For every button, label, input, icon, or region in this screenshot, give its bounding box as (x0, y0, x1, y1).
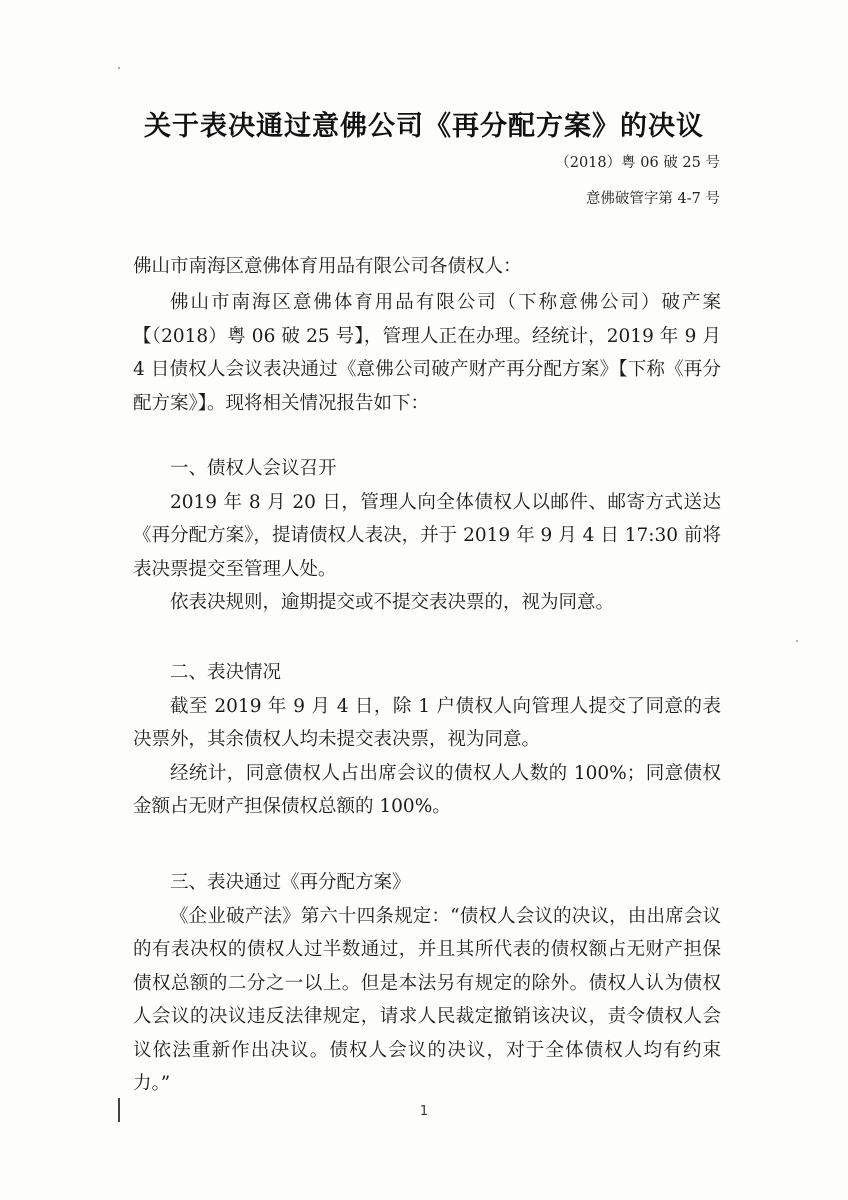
section-heading: 三、表决通过《再分配方案》 (170, 872, 411, 893)
intro-text: 佛山市南海区意佛体育用品有限公司（下称意佛公司）破产案【（2018）粤 06 破 25 号】，管理人正在办理。经统计，2019 年 9 月 4 日债权人会议表决通过《意佛公司破产财产再分配方案》【下称《再分配方案》】。现将相关情况报告如下： (133, 292, 721, 414)
section-paragraph: 2019 年 8 月 20 日，管理人向全体债权人以邮件、邮寄方式送达《再分配方案》，提请债权人表决，并于 2019 年 9 月 4 日 17:30 前将表决票提交至管理人处。 (133, 491, 721, 580)
section-paragraph: 依表决规则，逾期提交或不提交表决票的，视为同意。 (170, 592, 615, 613)
document-title: 关于表决通过意佛公司《再分配方案》的决议 (144, 111, 704, 142)
document-number: 意佛破管字第 4-7 号 (585, 191, 720, 207)
section-2 (133, 656, 721, 824)
case-number: （2018）粤 06 破 25 号 (555, 155, 720, 171)
section-paragraph: 《企业破产法》第六十四条规定：“债权人会议的决议，由出席会议的有表决权的债权人过半数通过，并且其所代表的债权额占无财产担保债权总额的二分之一以上。但是本法另有规定的除外。债权人认为债权人会议的决议违反法律规定，请求人民裁定撤销该决议，责令债权人会议依法重新作出决议。债权人会议的决议，对于全体债权人均有约束力。” (133, 905, 721, 1094)
intro-paragraph (133, 286, 721, 420)
section-paragraph: 截至 2019 年 9 月 4 日，除 1 户债权人向管理人提交了同意的表决票外，其余债权人均未提交表决票，视为同意。 (133, 695, 721, 750)
scan-speck (796, 640, 798, 642)
section-heading: 一、债权人会议召开 (170, 458, 337, 479)
section-3 (133, 866, 721, 1101)
scan-speck (118, 67, 120, 69)
section-1 (133, 452, 721, 620)
section-heading: 二、表决情况 (170, 662, 282, 683)
page-number: 1 (419, 1104, 429, 1119)
section-paragraph: 经统计，同意债权人占出席会议的债权人人数的 100%；同意债权金额占无财产担保债权总额的 100%。 (133, 762, 721, 817)
salutation-text: 佛山市南海区意佛体育用品有限公司各债权人： (133, 256, 522, 277)
salutation (133, 250, 721, 284)
